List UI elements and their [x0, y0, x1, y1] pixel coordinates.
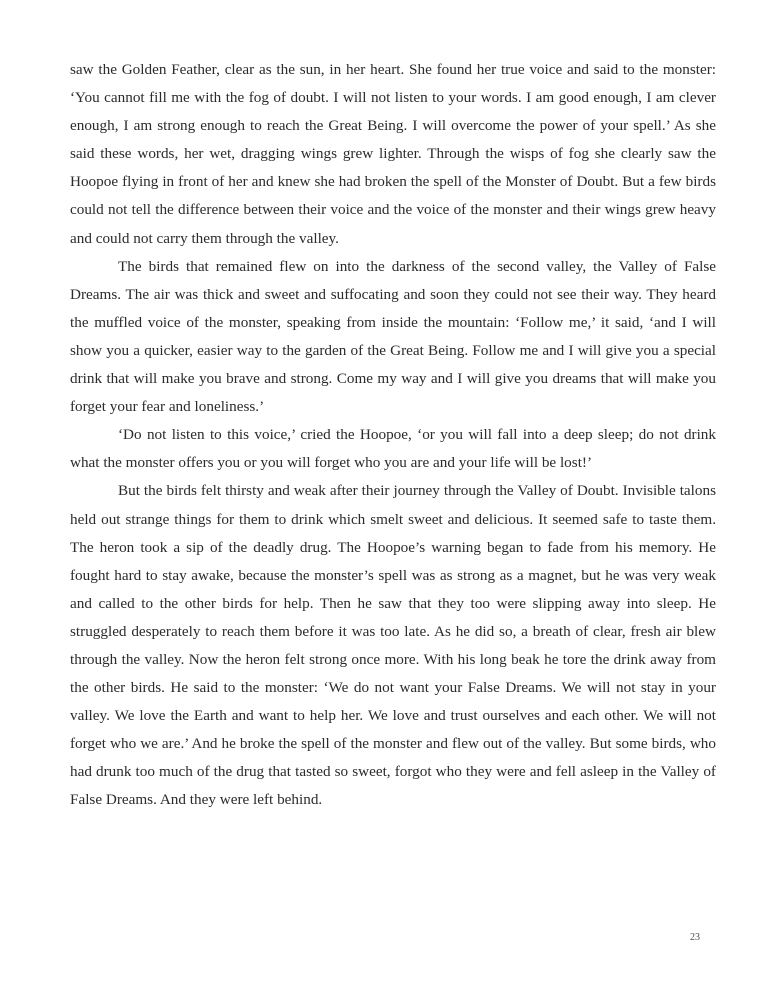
paragraph-hoopoe-warning: ‘Do not listen to this voice,’ cried the Hoopoe, ‘or you will fall into a deep sleep; do not drink what the monster offers you or you will forget who you are and your life will be lost!’: [70, 426, 716, 472]
page-body: [70, 56, 716, 815]
page-number: 23: [690, 932, 700, 943]
paragraph-heron: But the birds felt thirsty and weak after their journey through the Valley of Doubt. Invisible talons held out strange things for them to drink which smelt sweet and delicious. It seemed safe to taste them. The heron took a sip of the deadly drug. The Hoopoe’s warning began to fade from his memory. He fought hard to stay awake, because the monster’s spell was as strong as a magnet, but he was very weak and called to the other birds for help. Then he saw that they too were slipping away into sleep. He struggled desperately to reach them before it was too late. As he did so, a breath of clear, fresh air blew through the valley. Now the heron felt strong once more. With his long beak he tore the drink away from the other birds. He said to the monster: ‘We do not want your False Dreams. We will not stay in your valley. We love the Earth and want to help her. We love and trust ourselves and each other. We will not forget who we are.’ And he broke the spell of the monster and flew out of the valley. But some birds, who had drunk too much of the drug that tasted so sweet, forgot who they were and fell asleep in the Valley of False Dreams. And they were left behind.: [70, 482, 716, 809]
paragraph-continuation: saw the Golden Feather, clear as the sun, in her heart. She found her true voice and said to the monster: ‘You cannot fill me with the fog of doubt. I will not listen to your words. I am good enough, I am clever enough, I am strong enough to reach the Great Being. I will overcome the power of your spell.’ As she said these words, her wet, dragging wings grew lighter. Through the wisps of fog she clearly saw the Hoopoe flying in front of her and knew she had broken the spell of the Monster of Doubt. But a few birds could not tell the difference between their voice and the voice of the monster and their wings grew heavy and could not carry them through the valley.: [70, 61, 716, 247]
paragraph-valley-of-false-dreams: The birds that remained flew on into the darkness of the second valley, the Valley of False Dreams. The air was thick and sweet and suffocating and soon they could not see their way. They heard the muffled voice of the monster, speaking from inside the mountain: ‘Follow me,’ it said, ‘and I will show you a quicker, easier way to the garden of the Great Being. Follow me and I will give you a special drink that will make you brave and strong. Come my way and I will give you dreams that will make you forget your fear and loneliness.’: [70, 257, 716, 416]
